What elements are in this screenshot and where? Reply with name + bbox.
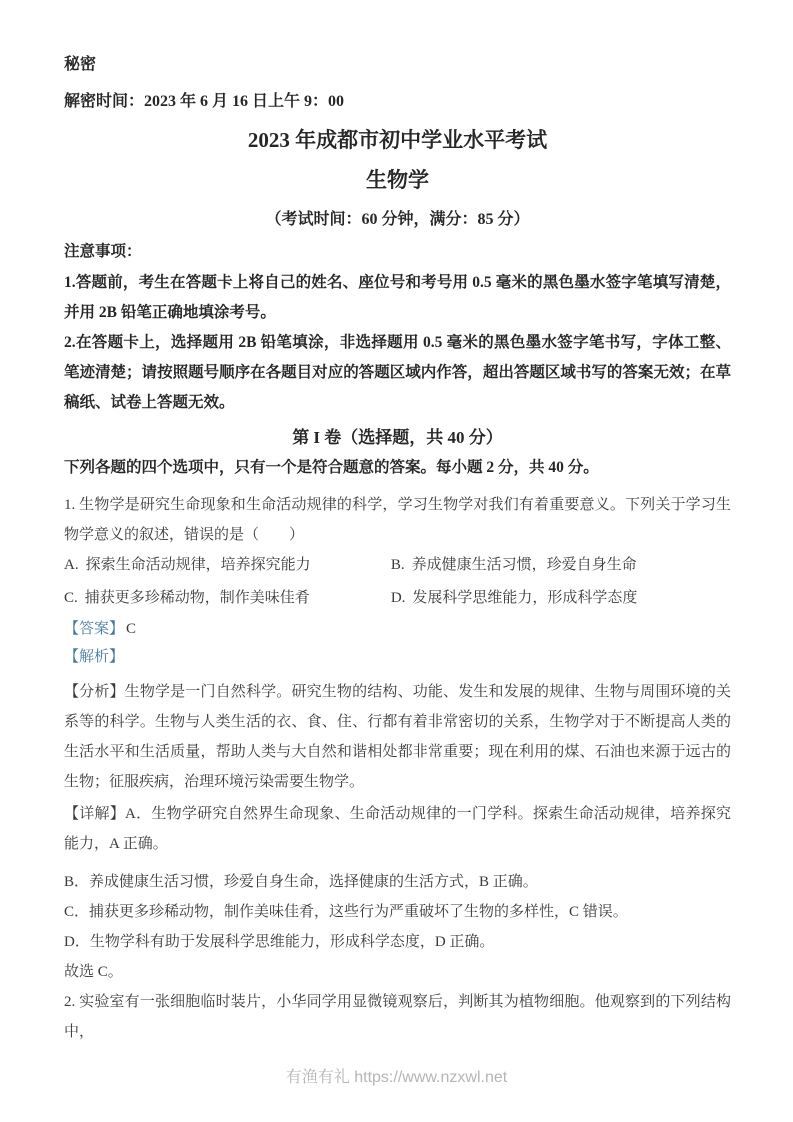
notice-heading: 注意事项： (64, 243, 142, 260)
conclusion-line: 故选 C。 (64, 964, 123, 980)
detail-paragraph-b: B．养成健康生活习惯，珍爱自身生命，选择健康的生活方式，B 正确。 (64, 874, 538, 890)
detail-paragraph-a (64, 799, 731, 859)
option-a (64, 550, 391, 580)
option-d-label: D. (390, 590, 406, 606)
option-c (64, 583, 391, 613)
option-d (391, 583, 731, 613)
section-instruction: 下列各题的四个选项中，只有一个是符合题意的答案。每小题 2 分，共 40 分。 (64, 459, 599, 476)
option-a-text: 探索生命活动规律，培养探究能力 (85, 557, 311, 573)
answer-value: C (126, 621, 137, 637)
analysis-paragraph (64, 677, 731, 797)
notice-item-2: 2.在答题卡上，选择题用 2B 铅笔填涂，非选择题用 0.5 毫米的黑色墨水签字笔书写，字体工整、笔迹清楚；请按照题号顺序在各题目对应的答题区域内作答，超出答题区域书写的答案无效；在草稿纸、试卷上答题无效。 (64, 334, 731, 411)
exam-title: 2023 年成都市初中学业水平考试 (247, 128, 548, 152)
analysis-text: 生物学是一门自然科学。研究生物的结构、功能、发生和发展的规律、生物与周围环境的关系等的科学。生物与人类生活的衣、食、住、行都有着非常密切的关系，生物学对于不断提高人类的生活水平和生活质量，帮助人类与大自然和谐相处都非常重要；现在利用的煤、石油也来源于远古的生物；征服疾病，治理环境污染需要生物学。 (64, 684, 731, 790)
question-2-stem: 2. 实验室有一张细胞临时装片，小华同学用显微镜观察后，判断其为植物细胞。他观察到的下列结构中， (64, 994, 731, 1040)
option-d-text: 发展科学思维能力，形成科学态度 (412, 590, 638, 606)
notice-item-1: 1.答题前，考生在答题卡上将自己的姓名、座位号和考号用 0.5 毫米的黑色墨水签字笔填写清楚，并用 2B 铅笔正确地填涂考号。 (64, 274, 731, 321)
exam-meta-line: （考试时间：60 分钟，满分：85 分） (265, 211, 530, 228)
section-heading: 第 I 卷（选择题，共 40 分） (292, 428, 503, 447)
analysis-tag: 【分析】 (64, 684, 125, 700)
option-c-text: 捕获更多珍稀动物，制作美味佳肴 (84, 590, 310, 606)
explain-line (64, 643, 731, 671)
option-c-label: C. (64, 590, 78, 606)
question-1-options (64, 550, 731, 613)
question-1-stem: 1. 生物学是研究生命现象和生命活动规律的科学，学习生物学对我们有着重要意义。下列关于学习生物学意义的叙述，错误的是（ ） (64, 497, 731, 543)
secret-label: 秘密 (64, 56, 97, 73)
detail-text-a: A．生物学研究自然界生命现象、生命活动规律的一门学科。探索生命活动规律，培养探究能力，A 正确。 (64, 806, 731, 852)
detail-paragraph-c: C．捕获更多珍稀动物，制作美味佳肴，这些行为严重破坏了生物的多样性，C 错误。 (64, 904, 628, 920)
explain-tag: 【解析】 (64, 649, 125, 665)
decrypt-time-line: 解密时间：2023 年 6 月 16 日上午 9：00 (64, 93, 345, 110)
option-b-label: B. (390, 557, 405, 573)
option-a-label: A. (64, 557, 79, 573)
exam-subject: 生物学 (366, 168, 429, 192)
option-b-text: 养成健康生活习惯，珍爱自身生命 (411, 557, 637, 573)
detail-paragraph-d: D．生物学科有助于发展科学思维能力，形成科学态度，D 正确。 (64, 934, 495, 950)
answer-tag: 【答案】 (64, 621, 125, 637)
answer-line (64, 615, 731, 643)
detail-tag: 【详解】 (64, 806, 126, 822)
watermark-footer: 有渔有礼 https://www.nzxwl.net (285, 1069, 508, 1086)
option-b (391, 550, 731, 580)
